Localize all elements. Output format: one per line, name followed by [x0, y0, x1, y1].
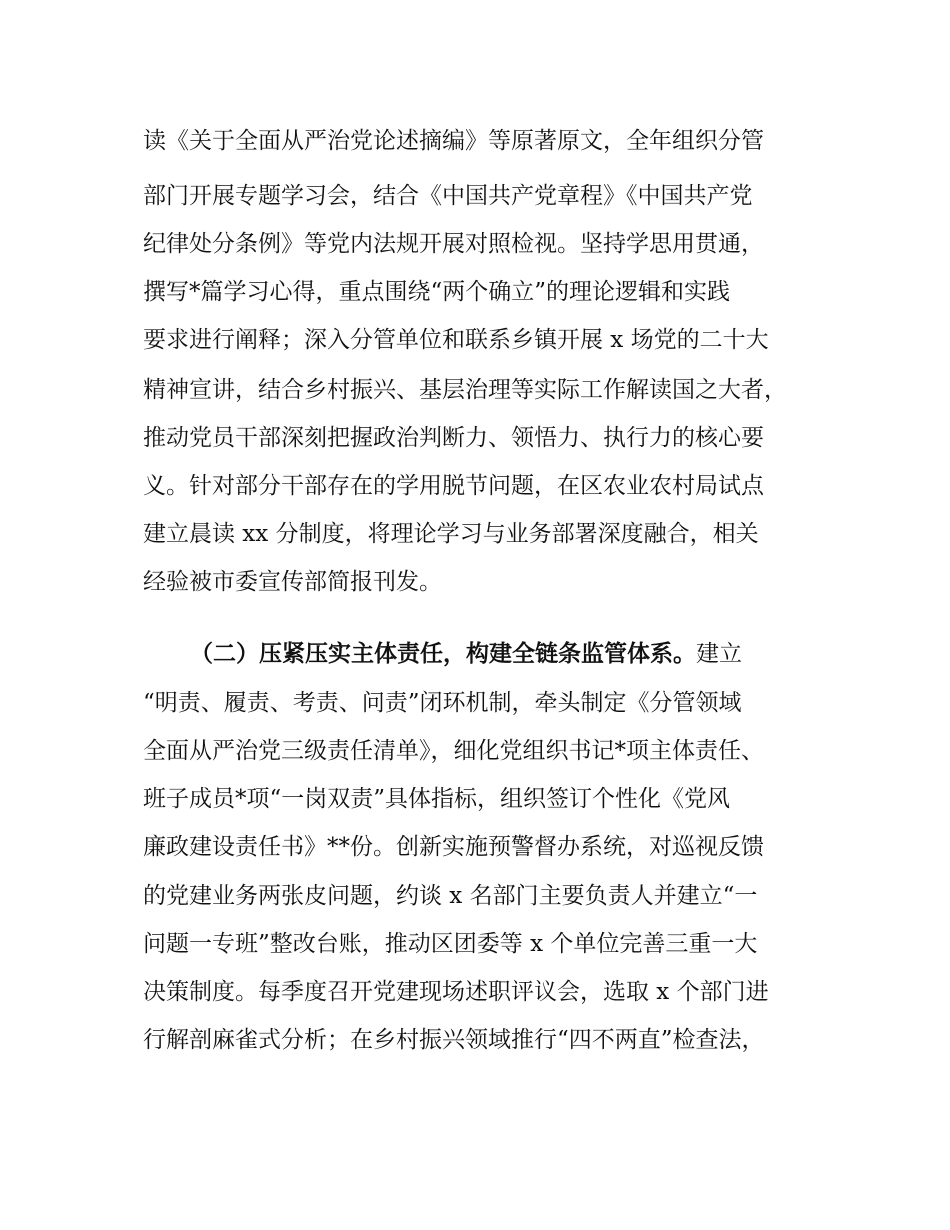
paragraph1-line-2: 部门开展专题学习会，结合《中国共产党章程》《中国共产党	[143, 183, 753, 209]
paragraph1-line-10: 经验被市委宣传部简报刊发。	[143, 569, 442, 595]
paragraph2-line-3: 班子成员*项“一岗双责”具体指标，组织签订个性化《党风	[143, 786, 731, 812]
section-heading: （二）压紧压实主体责任，构建全链条监管体系。	[190, 641, 696, 667]
paragraph2-line-2: 全面从严治党三级责任清单》，细化党组织书记*项主体责任、	[143, 738, 764, 764]
paragraph1-line-1: 读《关于全面从严治党论述摘编》等原著原文，全年组织分管	[143, 128, 764, 154]
paragraph1-line-6: 精神宣讲，结合乡村振兴、基层治理等实际工作解读国之大者，	[143, 377, 787, 403]
paragraph1-line-4: 撰写*篇学习心得，重点围绕“两个确立”的理论逻辑和实践	[143, 279, 731, 305]
paragraph2-line-7: 决策制度。每季度召开党建现场述职评议会，选取 x 个部门进	[143, 979, 769, 1005]
paragraph2-line-4: 廉政建设责任书》**份。创新实施预警督办系统，对巡视反馈	[143, 834, 764, 860]
paragraph1-line-3: 纪律处分条例》等党内法规开展对照检视。坚持学思用贯通，	[143, 231, 764, 257]
paragraph1-line-8: 义。针对部分干部存在的学用脱节问题，在区农业农村局试点	[143, 473, 764, 499]
paragraph2-line-6: 问题一专班”整改台账，推动区团委等 x 个单位完善三重一大	[143, 931, 758, 957]
paragraph2-line-5: 的党建业务两张皮问题，约谈 x 名部门主要负责人并建立“一	[143, 883, 758, 909]
paragraph2-line-8: 行解剖麻雀式分析；在乡村振兴领域推行“四不两直”检查法，	[143, 1027, 765, 1053]
paragraph1-line-5: 要求进行阐释；深入分管单位和联系乡镇开展 x 场党的二十大	[143, 327, 769, 353]
paragraph1-line-7: 推动党员干部深刻把握政治判断力、领悟力、执行力的核心要	[143, 425, 764, 451]
paragraph2-heading-line	[190, 639, 742, 669]
paragraph2-line-1: “明责、履责、考责、问责”闭环机制，牵头制定《分管领域	[143, 690, 742, 716]
paragraph1-line-9: 建立晨读 xx 分制度，将理论学习与业务部署深度融合，相关	[143, 521, 759, 547]
paragraph2-heading-rest: 建立	[696, 641, 742, 667]
